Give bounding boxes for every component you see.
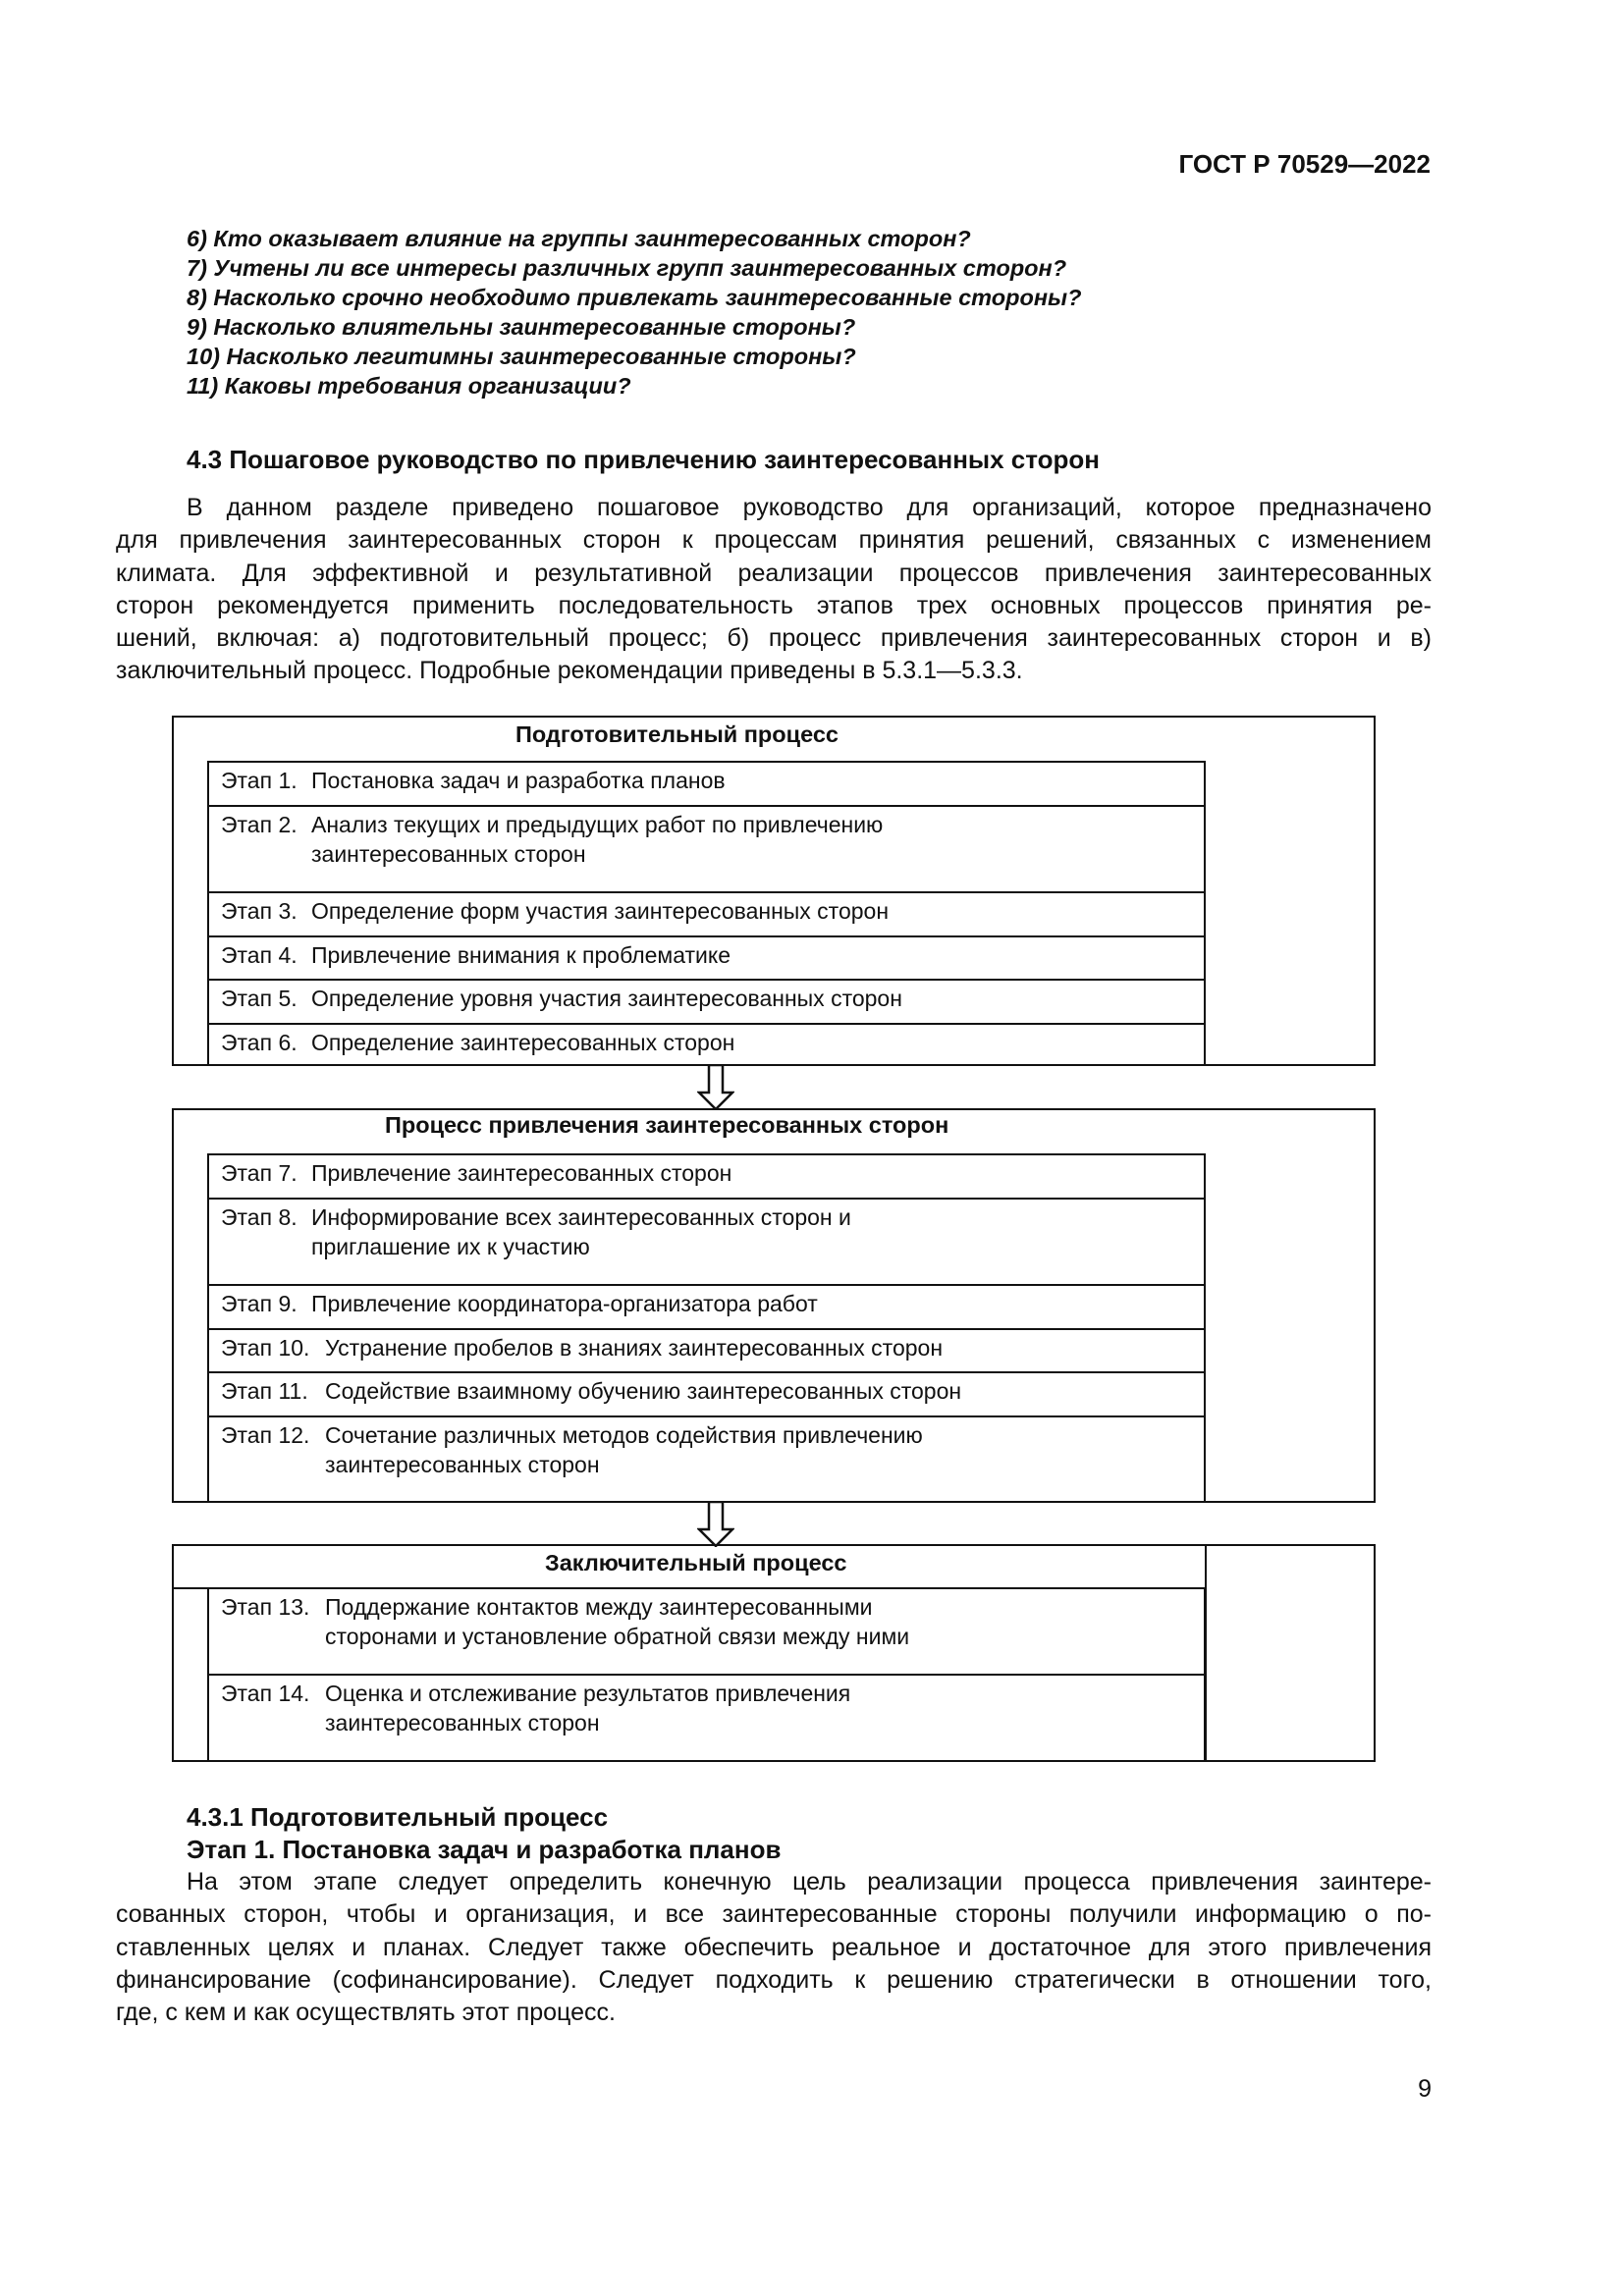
process-box-engagement	[172, 1108, 1376, 1503]
stage-text: Поддержание контактов между заинтересованными сторонами и установление обратной связи между ними	[325, 1594, 910, 1649]
page-number: 9	[1418, 2075, 1432, 2103]
stage-text: Привлечение внимания к проблематике	[311, 942, 731, 968]
stage-text: Анализ текущих и предыдущих работ по привлечению заинтересованных сторон	[311, 812, 884, 867]
stage-row	[209, 937, 1204, 981]
stage-row	[209, 807, 1204, 893]
stage-row	[209, 763, 1204, 807]
stage-row	[209, 1330, 1204, 1373]
paragraph-line: климата. Для эффективной и результативной реализации процессов привлечения заинтересованных	[116, 559, 1432, 587]
paragraph-line: На этом этапе следует определить конечную цель реализации процесса привлечения заинтере-	[187, 1868, 1432, 1896]
stage-label: Этап 13.	[221, 1594, 310, 1620]
stage-text: Привлечение координатора-организатора работ	[311, 1291, 818, 1316]
stage-row	[209, 1155, 1204, 1200]
down-arrow-icon	[697, 1065, 734, 1110]
stage-row	[209, 1676, 1204, 1762]
stage-text: Постановка задач и разработка планов	[311, 768, 726, 793]
subsection-heading: 4.3.1 Подготовительный процесс	[187, 1802, 609, 1832]
process-title: Заключительный процесс	[545, 1550, 847, 1575]
stage-label: Этап 8.	[221, 1204, 298, 1230]
stage-row	[209, 1417, 1204, 1505]
stage-text: Оценка и отслеживание результатов привлечения заинтересованных сторон	[325, 1681, 851, 1735]
stage-text: Определение форм участия заинтересованных сторон	[311, 898, 890, 924]
stage-heading: Этап 1. Постановка задач и разработка планов	[187, 1835, 782, 1864]
stage-label: Этап 12.	[221, 1422, 310, 1448]
paragraph-line: финансирование (софинансирование). Следует подходить к решению стратегически в отношении того,	[116, 1965, 1432, 1994]
paragraph-line: шений, включая: а) подготовительный процесс; б) процесс привлечения заинтересованных сторон и в)	[116, 624, 1432, 653]
process-title: Процесс привлечения заинтересованных сторон	[385, 1112, 949, 1138]
stage-text: Сочетание различных методов содействия привлечению заинтересованных сторон	[325, 1422, 923, 1477]
stage-label: Этап 10.	[221, 1335, 310, 1361]
question-item: 9) Насколько влиятельны заинтересованные стороны?	[187, 314, 856, 340]
question-item: 7) Учтены ли все интересы различных групп заинтересованных сторон?	[187, 255, 1067, 281]
stage-label: Этап 14.	[221, 1681, 310, 1706]
subsection-paragraph	[116, 1866, 1432, 2029]
stage-label: Этап 3.	[221, 898, 298, 924]
stage-label: Этап 2.	[221, 812, 298, 837]
question-item: 8) Насколько срочно необходимо привлекать заинтересованные стороны?	[187, 285, 1082, 310]
stage-text: Содействие взаимному обучению заинтересованных сторон	[325, 1378, 962, 1404]
standard-code: ГОСТ Р 70529—2022	[1178, 149, 1431, 179]
down-arrow-icon	[697, 1502, 734, 1547]
stage-row	[209, 1373, 1204, 1417]
stage-label: Этап 7.	[221, 1160, 298, 1186]
stage-text: Устранение пробелов в знаниях заинтересованных сторон	[325, 1335, 944, 1361]
paragraph-line: заключительный процесс. Подробные рекомендации приведены в 5.3.1—5.3.3.	[116, 657, 1023, 685]
process-box-final	[172, 1544, 1376, 1762]
stage-row	[209, 1025, 1204, 1068]
paragraph-line: ставленных целях и планах. Следует также обеспечить реальное и достаточное для этого привлечения	[116, 1933, 1432, 1961]
stage-text: Информирование всех заинтересованных сторон и приглашение их к участию	[311, 1204, 851, 1259]
stage-label: Этап 4.	[221, 942, 298, 968]
paragraph-line: для привлечения заинтересованных сторон к процессам принятия решений, связанных с изменением	[116, 526, 1432, 555]
section-heading: 4.3 Пошаговое руководство по привлечению заинтересованных сторон	[187, 445, 1101, 474]
paragraph-line: сторон рекомендуется применить последовательность этапов трех основных процессов принятия ре-	[116, 591, 1432, 619]
question-item: 6) Кто оказывает влияние на группы заинтересованных сторон?	[187, 226, 971, 251]
stage-row	[209, 1286, 1204, 1330]
question-item: 10) Насколько легитимны заинтересованные стороны?	[187, 344, 856, 369]
stage-row	[209, 893, 1204, 937]
stage-text: Привлечение заинтересованных сторон	[311, 1160, 732, 1186]
process-title: Подготовительный процесс	[515, 721, 839, 747]
stage-label: Этап 6.	[221, 1030, 298, 1055]
stage-label: Этап 11.	[221, 1378, 308, 1404]
process-box-preparatory	[172, 716, 1376, 1066]
stage-label: Этап 5.	[221, 986, 298, 1011]
stage-list	[207, 1589, 1206, 1762]
stage-list	[207, 761, 1206, 1066]
section-paragraph	[116, 492, 1432, 688]
question-list	[187, 224, 1463, 400]
stage-row	[209, 1589, 1204, 1676]
stage-text: Определение уровня участия заинтересованных сторон	[311, 986, 902, 1011]
paragraph-line: В данном разделе приведено пошаговое руководство для организаций, которое предназначено	[187, 494, 1432, 521]
stage-label: Этап 9.	[221, 1291, 298, 1316]
stage-text: Определение заинтересованных сторон	[311, 1030, 735, 1055]
stage-label: Этап 1.	[221, 768, 298, 793]
stage-list	[207, 1153, 1206, 1503]
question-item: 11) Каковы требования организации?	[187, 373, 631, 399]
paragraph-line: где, с кем и как осуществлять этот процесс.	[116, 1999, 616, 2027]
stage-row	[209, 1200, 1204, 1286]
paragraph-line: сованных сторон, чтобы и организация, и все заинтересованные стороны получили информацию о по-	[116, 1900, 1432, 1929]
stage-row	[209, 981, 1204, 1025]
